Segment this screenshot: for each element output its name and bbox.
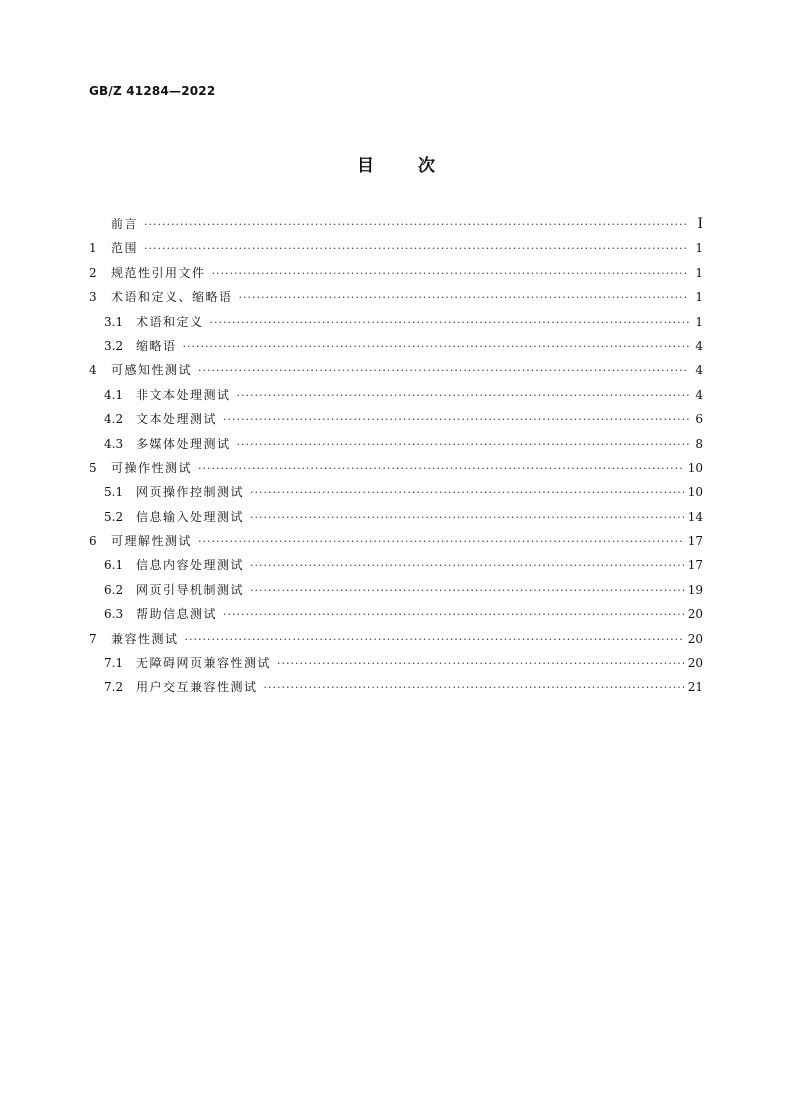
toc-entry-label: 术语和定义、缩略语 xyxy=(111,290,233,305)
toc-entry-number: 6 xyxy=(89,534,97,549)
toc-entry-label: 网页操作控制测试 xyxy=(136,485,245,500)
toc-leader-dots xyxy=(144,218,689,231)
toc-entry-number: 3.2 xyxy=(104,338,124,353)
toc-entry-number: 7.2 xyxy=(104,680,124,695)
toc-entry-number: 3 xyxy=(89,290,97,305)
toc-entry-number: 6.2 xyxy=(104,582,124,597)
toc-entry-label: 非文本处理测试 xyxy=(136,387,231,402)
toc-entry-label: 前言 xyxy=(111,217,139,231)
toc-leader-dots xyxy=(264,681,684,694)
toc-entry[interactable] xyxy=(89,678,703,702)
toc-title: 目次 xyxy=(357,156,479,176)
toc-leader-dots xyxy=(185,633,684,646)
standard-number: GB/Z 41284—2022 xyxy=(89,84,216,98)
toc-entry-page: 14 xyxy=(687,509,703,524)
table-of-contents xyxy=(89,215,703,703)
toc-leader-dots xyxy=(144,242,689,255)
toc-entry-label: 可感知性测试 xyxy=(111,363,193,378)
toc-entry[interactable] xyxy=(89,654,703,678)
toc-entry-page: 21 xyxy=(687,680,703,695)
toc-entry-page: 17 xyxy=(687,558,703,573)
toc-entry-label: 规范性引用文件 xyxy=(111,265,206,280)
toc-leader-dots xyxy=(198,535,684,548)
toc-entry-number: 2 xyxy=(89,265,97,280)
toc-entry-label: 无障碍网页兼容性测试 xyxy=(136,656,272,671)
toc-entry-label: 文本处理测试 xyxy=(136,412,218,427)
toc-entry-page: 4 xyxy=(695,363,703,378)
toc-entry-label: 信息内容处理测试 xyxy=(136,558,245,573)
toc-entry-page: 20 xyxy=(687,607,703,622)
toc-entry-number: 5.1 xyxy=(104,485,124,500)
toc-entry-page: 10 xyxy=(687,460,703,475)
toc-entry[interactable] xyxy=(89,386,703,410)
toc-entry-number: 4.1 xyxy=(104,387,124,402)
toc-leader-dots xyxy=(250,486,684,499)
toc-entry-label: 缩略语 xyxy=(136,338,177,353)
toc-leader-dots xyxy=(223,608,684,621)
toc-leader-dots xyxy=(239,291,689,304)
toc-entry-page: 1 xyxy=(695,290,703,305)
toc-entry-number: 3.1 xyxy=(104,314,124,329)
toc-entry[interactable] xyxy=(89,459,703,483)
toc-leader-dots xyxy=(277,657,684,670)
toc-entry-number: 5.2 xyxy=(104,509,124,524)
toc-leader-dots xyxy=(237,389,689,402)
toc-entry[interactable] xyxy=(89,239,703,263)
toc-entry-page: 1 xyxy=(695,265,703,280)
toc-leader-dots xyxy=(223,413,689,426)
toc-entry-page: 1 xyxy=(695,314,703,329)
toc-entry[interactable] xyxy=(89,508,703,532)
toc-entry-label: 术语和定义 xyxy=(136,314,204,329)
toc-entry-label: 可操作性测试 xyxy=(111,460,193,475)
toc-leader-dots xyxy=(198,462,684,475)
toc-leader-dots xyxy=(210,316,689,329)
toc-leader-dots xyxy=(198,364,689,377)
toc-entry-number: 1 xyxy=(89,241,97,256)
toc-entry-page: 4 xyxy=(695,387,703,402)
toc-entry-number: 4 xyxy=(89,363,97,378)
toc-leader-dots xyxy=(250,559,684,572)
toc-entry-number: 5 xyxy=(89,460,97,475)
toc-entry-number: 4.3 xyxy=(104,436,124,451)
toc-leader-dots xyxy=(183,340,689,353)
toc-entry[interactable] xyxy=(89,215,703,239)
toc-entry-number: 4.2 xyxy=(104,412,124,427)
toc-entry[interactable] xyxy=(89,313,703,337)
toc-entry-page: 4 xyxy=(695,338,703,353)
toc-entry-label: 可理解性测试 xyxy=(111,534,193,549)
toc-entry[interactable] xyxy=(89,605,703,629)
toc-entry-label: 兼容性测试 xyxy=(111,631,179,646)
toc-entry-label: 网页引导机制测试 xyxy=(136,582,245,597)
toc-entry-label: 信息输入处理测试 xyxy=(136,509,245,524)
toc-entry-page: 1 xyxy=(695,241,703,256)
toc-entry-label: 帮助信息测试 xyxy=(136,607,218,622)
toc-entry-page: I xyxy=(697,216,703,232)
toc-leader-dots xyxy=(250,511,684,524)
toc-entry-label: 范围 xyxy=(111,241,139,256)
toc-entry-page: 6 xyxy=(695,412,703,427)
toc-entry[interactable] xyxy=(89,337,703,361)
toc-leader-dots xyxy=(237,438,689,451)
toc-entry-number: 6.3 xyxy=(104,607,124,622)
toc-entry-page: 19 xyxy=(687,582,703,597)
toc-entry[interactable] xyxy=(89,288,703,312)
toc-entry-number: 6.1 xyxy=(104,558,124,573)
toc-leader-dots xyxy=(250,584,684,597)
toc-entry[interactable] xyxy=(89,361,703,385)
toc-entry-page: 20 xyxy=(687,631,703,646)
toc-entry[interactable] xyxy=(89,410,703,434)
toc-entry-label: 用户交互兼容性测试 xyxy=(136,680,258,695)
toc-entry[interactable] xyxy=(89,581,703,605)
toc-entry-label: 多媒体处理测试 xyxy=(136,436,231,451)
toc-entry-number: 7.1 xyxy=(104,656,124,671)
toc-entry-page: 17 xyxy=(687,534,703,549)
toc-entry-page: 20 xyxy=(687,656,703,671)
toc-entry[interactable] xyxy=(89,556,703,580)
toc-entry[interactable] xyxy=(89,435,703,459)
toc-leader-dots xyxy=(212,267,689,280)
toc-entry-number: 7 xyxy=(89,631,97,646)
toc-entry-page: 8 xyxy=(695,436,703,451)
toc-entry-page: 10 xyxy=(687,485,703,500)
toc-entry[interactable] xyxy=(89,483,703,507)
toc-entry[interactable] xyxy=(89,630,703,654)
toc-entry[interactable] xyxy=(89,264,703,288)
toc-entry[interactable] xyxy=(89,532,703,556)
